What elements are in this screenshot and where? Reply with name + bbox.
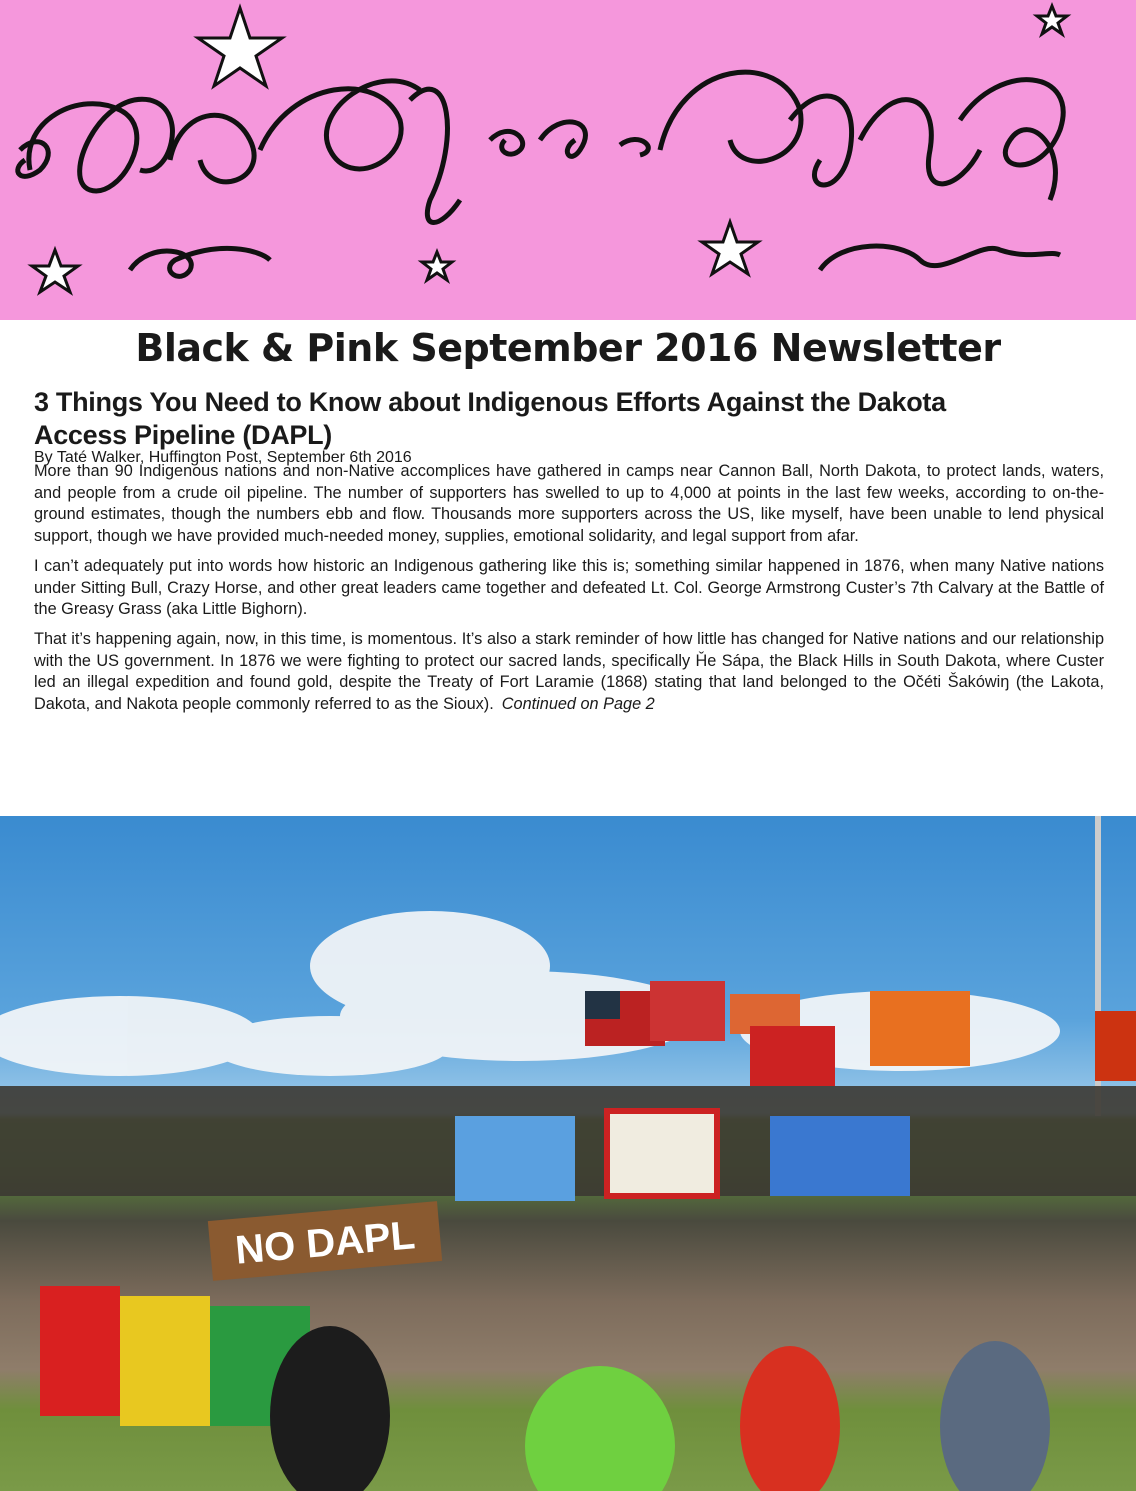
- paragraph: More than 90 Indigenous nations and non-Native accomplices have gathered in camps near Cannon Ball, North Dakota, to protect lands, waters, and people from a crude oil pipeline. The number of supporters has swelled to up to 4,000 at points in the last few weeks, according to on-the-ground estimates, though the numbers ebb and flow. Thousands more supporters across the US, like myself, have been unable to lend physical support, though we have provided much-needed money, supplies, emotional solidarity, and legal support from afar.: [34, 462, 1104, 546]
- protest-photo: [0, 816, 1136, 1491]
- banner-blue-2: [770, 1116, 910, 1196]
- no-dapl-sign: [208, 1201, 442, 1281]
- paragraph-text: That it’s happening again, now, in this time, is momentous. It’s also a stark reminder of how little has changed for Native nations and our relationship with the US government. In 1876 we were fighting to protect our sacred lands, specifically Ȟe Sápa, the Black Hills in South Dakota, where Custer led an illegal expedition and found gold, despite the Treaty of Fort Laramie (1868) stating that land belonged to the Očéti Šakówiŋ (the Lakota, Dakota, and Nakota people commonly referred to as the Sioux).: [34, 629, 1104, 714]
- person: [525, 1366, 675, 1491]
- photo-scene: [0, 816, 1136, 1491]
- continued-link[interactable]: Continued on Page 2: [501, 695, 655, 714]
- paragraph: I can’t adequately put into words how historic an Indigenous gathering like this is; something similar happened in 1876, when many Native nations under Sitting Bull, Crazy Horse, and other great leaders came together and defeated Lt. Col. George Armstrong Custer’s 7th Calvary at the Battle of the Greasy Grass (aka Little Bighorn).: [34, 556, 1104, 619]
- article-body: [34, 461, 1104, 724]
- banner-white: [607, 1111, 717, 1196]
- masthead-banner: [0, 0, 1136, 320]
- person: [940, 1341, 1050, 1491]
- person: [740, 1346, 840, 1491]
- article-headline: 3 Things You Need to Know about Indigenous Efforts Against the Dakota Access Pipeline (DAPL): [34, 387, 946, 450]
- banner-blue: [455, 1116, 575, 1201]
- black-and-pink-logo: [0, 0, 1136, 320]
- rasta-flag: [40, 1286, 310, 1426]
- svg-text:NO DAPL: NO DAPL: [233, 1213, 417, 1273]
- newsletter-title: Black & Pink September 2016 Newsletter: [135, 326, 1001, 370]
- paragraph: [34, 629, 1104, 716]
- article-byline: By Taté Walker, Huffington Post, September 6th 2016: [34, 449, 412, 466]
